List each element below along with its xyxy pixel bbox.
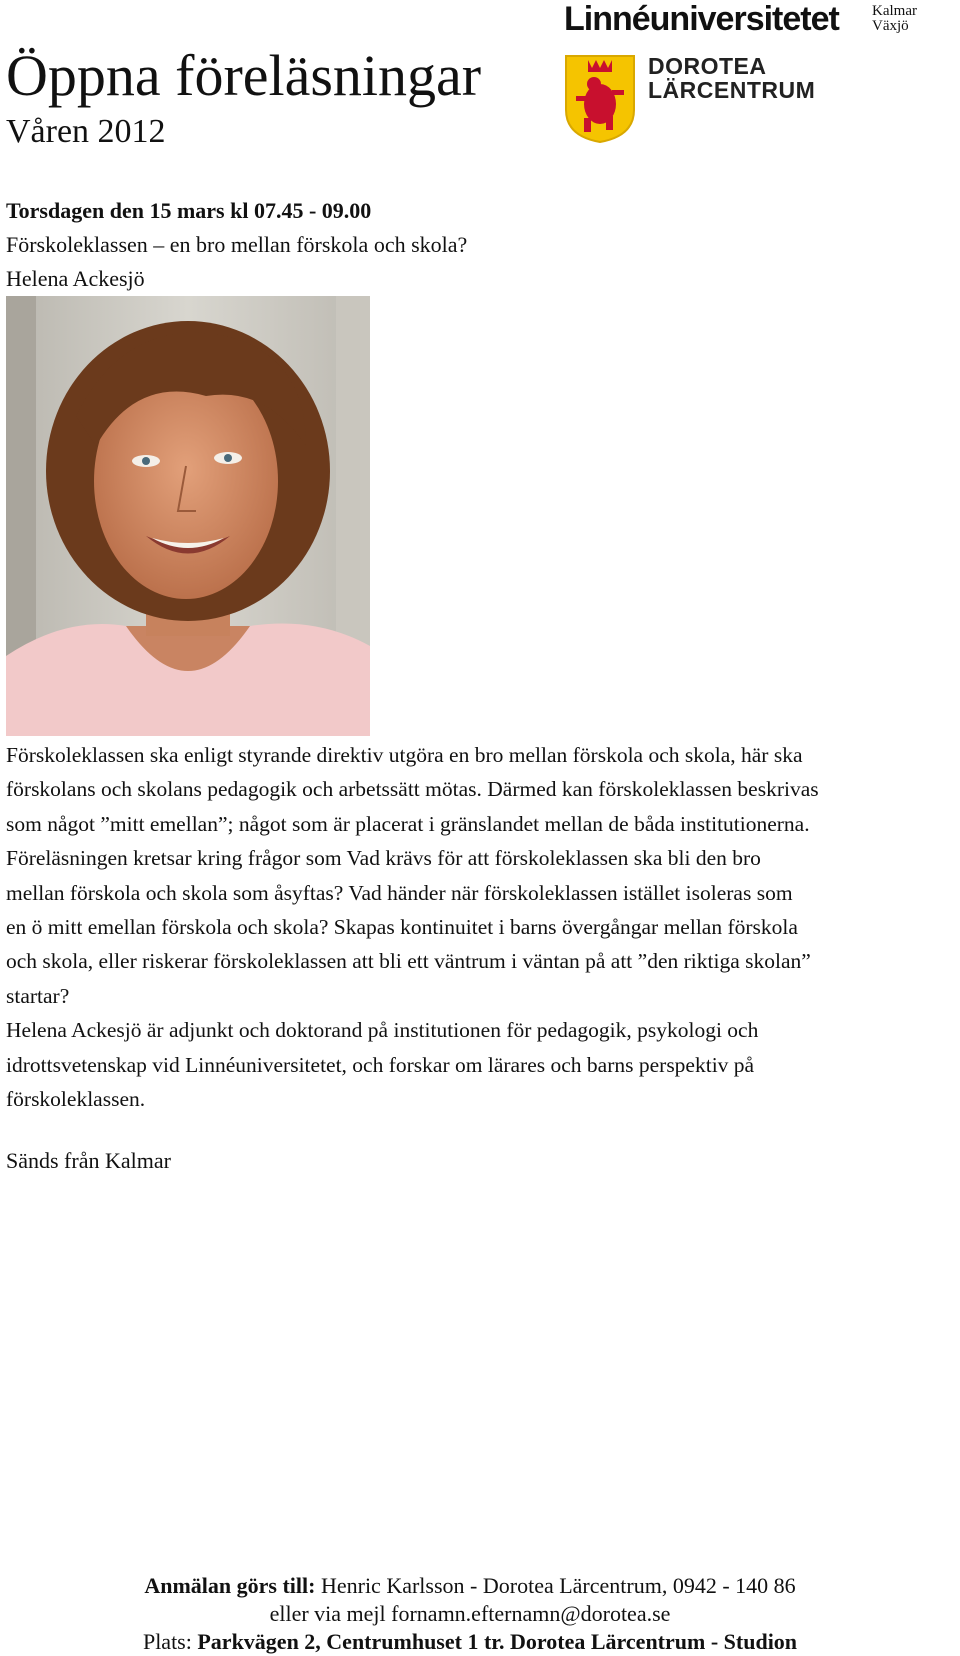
portrait-image bbox=[6, 296, 370, 736]
description-line: och skola, eller riskerar förskoleklassen att bli ett väntrum i väntan på att ”den riktiga skolan” bbox=[6, 949, 811, 974]
description-line: startar? bbox=[6, 983, 70, 1008]
description-line: Helena Ackesjö är adjunkt och doktorand på institutionen för pedagogik, psykologi och bbox=[6, 1018, 759, 1043]
description-line: förskoleklassen. bbox=[6, 1087, 146, 1112]
learning-center-line-2: LÄRCENTRUM bbox=[648, 77, 816, 103]
description-line: en ö mitt emellan förskola och skola? Skapas kontinuitet i barns övergångar mellan förskola bbox=[6, 915, 798, 940]
description-line: Föreläsningen kretsar kring frågor som Vad krävs för att förskoleklassen ska bli den bro bbox=[6, 846, 761, 871]
description-line: mellan förskola och skola som åsyftas? Vad händer när förskoleklassen istället isoleras som bbox=[6, 880, 793, 905]
description-line: Förskoleklassen ska enligt styrande direktiv utgöra en bro mellan förskola och skola, här ska bbox=[6, 743, 803, 767]
signup-contact: Henric Karlsson - Dorotea Lärcentrum, 0942 - 140 86 bbox=[315, 1573, 796, 1598]
learning-center-line-1: DOROTEA bbox=[648, 53, 767, 79]
description-line: som något ”mitt emellan”; något som är placerat i gränslandet mellan de båda institutionerna. bbox=[6, 811, 810, 836]
place-label: Plats: bbox=[142, 1629, 192, 1654]
signup-line bbox=[0, 1572, 940, 1600]
place-value: Parkvägen 2, Centrumhuset 1 tr. Dorotea Lärcentrum - Studion bbox=[191, 1629, 798, 1654]
description-line: förskolans och skolans pedagogik och arbetssätt mötas. Därmed kan förskoleklassen beskrivas bbox=[6, 777, 819, 802]
campus-city-vaxjo: Växjö bbox=[872, 18, 909, 34]
place-line bbox=[0, 1628, 940, 1656]
speaker-portrait bbox=[6, 296, 370, 736]
description-line: idrottsvetenskap vid Linnéuniversitetet, och forskar om lärares och barns perspektiv på bbox=[6, 1052, 755, 1077]
page-title: Öppna föreläsningar bbox=[6, 43, 482, 108]
page-subtitle: Våren 2012 bbox=[6, 113, 166, 150]
lecture-date: Torsdagen den 15 mars kl 07.45 - 09.00 bbox=[6, 198, 372, 223]
email-line: eller via mejl fornamn.efternamn@dorotea.se bbox=[269, 1601, 671, 1626]
campus-cities bbox=[872, 4, 917, 34]
broadcast-location: Sänds från Kalmar bbox=[6, 1148, 171, 1173]
lecture-speaker: Helena Ackesjö bbox=[6, 266, 145, 291]
signup-label: Anmälan görs till: bbox=[144, 1573, 316, 1598]
coat-of-arms-icon bbox=[564, 52, 636, 144]
university-logo bbox=[564, 0, 924, 145]
learning-center-name bbox=[648, 54, 815, 102]
lecture-description bbox=[6, 738, 946, 1116]
footer-info bbox=[0, 1572, 940, 1656]
lecture-topic: Förskoleklassen – en bro mellan förskola och skola? bbox=[6, 232, 468, 257]
campus-city-kalmar: Kalmar bbox=[872, 3, 917, 19]
university-name: Linnéuniversitetet bbox=[564, 0, 839, 38]
